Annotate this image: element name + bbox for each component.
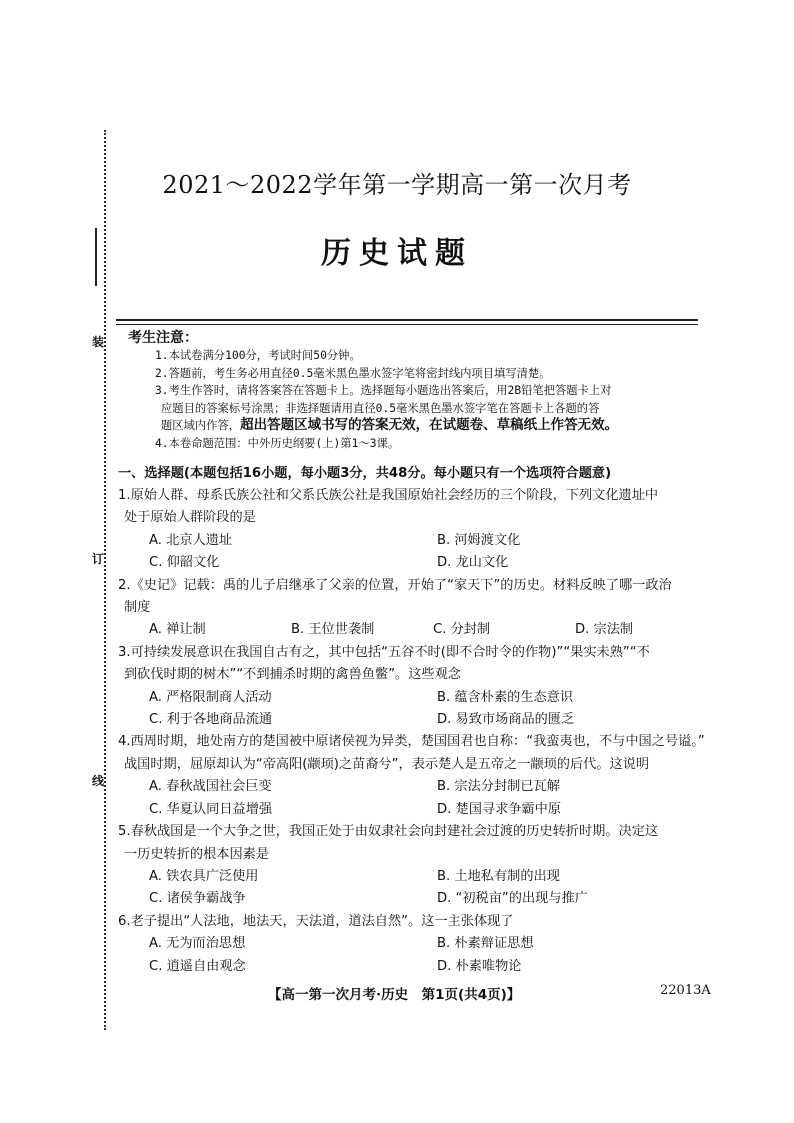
- question-3: [118, 642, 718, 732]
- paper-code: 22013A: [660, 983, 711, 998]
- option: D. “初税亩”的出现与推广: [437, 891, 588, 907]
- option: B. 朴素辩证思想: [437, 936, 534, 952]
- option: C. 分封制: [433, 622, 491, 638]
- option-row: [118, 530, 718, 552]
- option-row: [118, 933, 718, 955]
- option: D. 龙山文化: [437, 555, 509, 571]
- option-row: [118, 776, 718, 798]
- question-stem: 战国时期，屈原却认为“帝高阳(颛顼)之苗裔兮”，表示楚人是五帝之一颛顼的后代。这说明: [124, 756, 650, 772]
- option: D. 朴素唯物论: [437, 958, 522, 974]
- notice-line: 4.本卷命题范围：中外历史纲要(上)第1～3课。: [155, 436, 400, 450]
- option: B. 蕴含朴素的生态意识: [437, 689, 574, 705]
- option-row: [118, 552, 718, 574]
- option-row: [118, 956, 718, 978]
- option-row: [118, 709, 718, 731]
- question-stem: 1.原始人群、母系氏族公社和父系氏族公社是我国原始社会经历的三个阶段，下列文化遗址中: [118, 488, 659, 503]
- notice-emphasis: 超出答题区域书写的答案无效，在试题卷、草稿纸上作答无效。: [240, 417, 619, 433]
- question-1: [118, 485, 718, 575]
- option: B. 王位世袭制: [291, 622, 375, 638]
- question-stem: 到砍伐时期的树木”“不到捕杀时期的禽兽鱼鳖”。这些观念: [124, 667, 461, 683]
- notice-block: [122, 327, 707, 452]
- question-stem: 5.春秋战国是一个大争之世，我国正处于由奴隶社会向封建社会过渡的历史转折时期。决定这: [118, 824, 659, 840]
- option-row: [118, 799, 718, 821]
- notice-line-part: 题区域内作答，: [161, 419, 241, 432]
- option: B. 土地私有制的出现: [437, 868, 560, 884]
- option: A. 严格限制商人活动: [149, 689, 272, 705]
- notice-line: 1.本试卷满分100分，考试时间50分钟。: [155, 349, 361, 362]
- option: D. 楚国寻求争霸中原: [437, 801, 562, 817]
- option: D. 宗法制: [575, 622, 634, 638]
- exam-title: 2021～2022学年第一学期高一第一次月考: [162, 171, 632, 199]
- question-4: [118, 731, 718, 821]
- notice-line: 2.答题前，考生务必用直径0.5毫米黑色墨水签字笔将密封线内项目填写清楚。: [155, 366, 551, 380]
- binding-char-xian: 线: [92, 774, 105, 788]
- option: A. 无为而治思想: [149, 936, 246, 952]
- option: A. 铁农具广泛使用: [149, 868, 259, 884]
- binding-char-ding: 订: [92, 552, 105, 566]
- question-stem: 2.《史记》记载：禹的儿子启继承了父亲的位置，开始了“家天下”的历史。材料反映了哪一政治: [118, 577, 672, 593]
- option: B. 河姆渡文化: [437, 532, 521, 548]
- option-row: [118, 888, 718, 910]
- option: C. 利于各地商品流通: [149, 712, 273, 728]
- option: C. 华夏认同日益增强: [149, 801, 273, 817]
- subject-title: 历史试题: [321, 236, 473, 271]
- option: C. 逍遥自由观念: [149, 958, 246, 974]
- header-rule-thick: [116, 319, 698, 321]
- option-row: [118, 866, 718, 888]
- option: A. 禅让制: [149, 622, 206, 638]
- option: C. 诸侯争霸战争: [149, 891, 246, 907]
- question-stem: 处于原始人群阶段的是: [124, 510, 256, 526]
- notice-line: 3.考生作答时，请将答案答在答题卡上。选择题每小题选出答案后，用2B铅笔把答题卡上对: [155, 384, 612, 397]
- question-stem: 制度: [124, 600, 151, 616]
- option: C. 仰韶文化: [149, 555, 220, 571]
- notice-line: [122, 417, 707, 435]
- question-2: [118, 575, 718, 642]
- question-6: [118, 911, 718, 978]
- question-stem: 4.西周时期，地处南方的楚国被中原诸侯视为异类，楚国国君也自称：“我蛮夷也，不与中国之号谥。”: [118, 734, 705, 750]
- question-stem: 3.可持续发展意识在我国自古有之，其中包括“五谷不时(即不合时令的作物)”“果实未熟”“不: [118, 644, 650, 660]
- question-5: [118, 821, 718, 911]
- option-row: [118, 619, 718, 641]
- page-footer: 【高一第一次月考·历史 第1页(共4页)】: [268, 987, 521, 1003]
- choice-section: [118, 462, 718, 978]
- question-stem: 一历史转折的根本因素是: [124, 846, 270, 862]
- option: D. 易致市场商品的匮乏: [437, 712, 575, 728]
- question-stem: 6.老子提出“人法地，地法天，天法道，道法自然”。这一主张体现了: [118, 913, 514, 929]
- header-rule-thin: [116, 324, 698, 325]
- section-heading: 一、选择题(本题包括16小题，每小题3分，共48分。每小题只有一个选项符合题意): [118, 466, 612, 481]
- notice-title: 考生注意：: [128, 330, 198, 346]
- option: A. 春秋战国社会巨变: [149, 779, 272, 795]
- option-row: [118, 687, 718, 709]
- option: B. 宗法分封制已瓦解: [437, 779, 560, 795]
- option: A. 北京人遗址: [149, 532, 233, 548]
- binding-char-zhuang: 装: [92, 335, 105, 349]
- notice-line: 应题目的答案标号涂黑；非选择题请用直径0.5毫米黑色墨水签字笔在答题卡上各题的答: [161, 401, 600, 415]
